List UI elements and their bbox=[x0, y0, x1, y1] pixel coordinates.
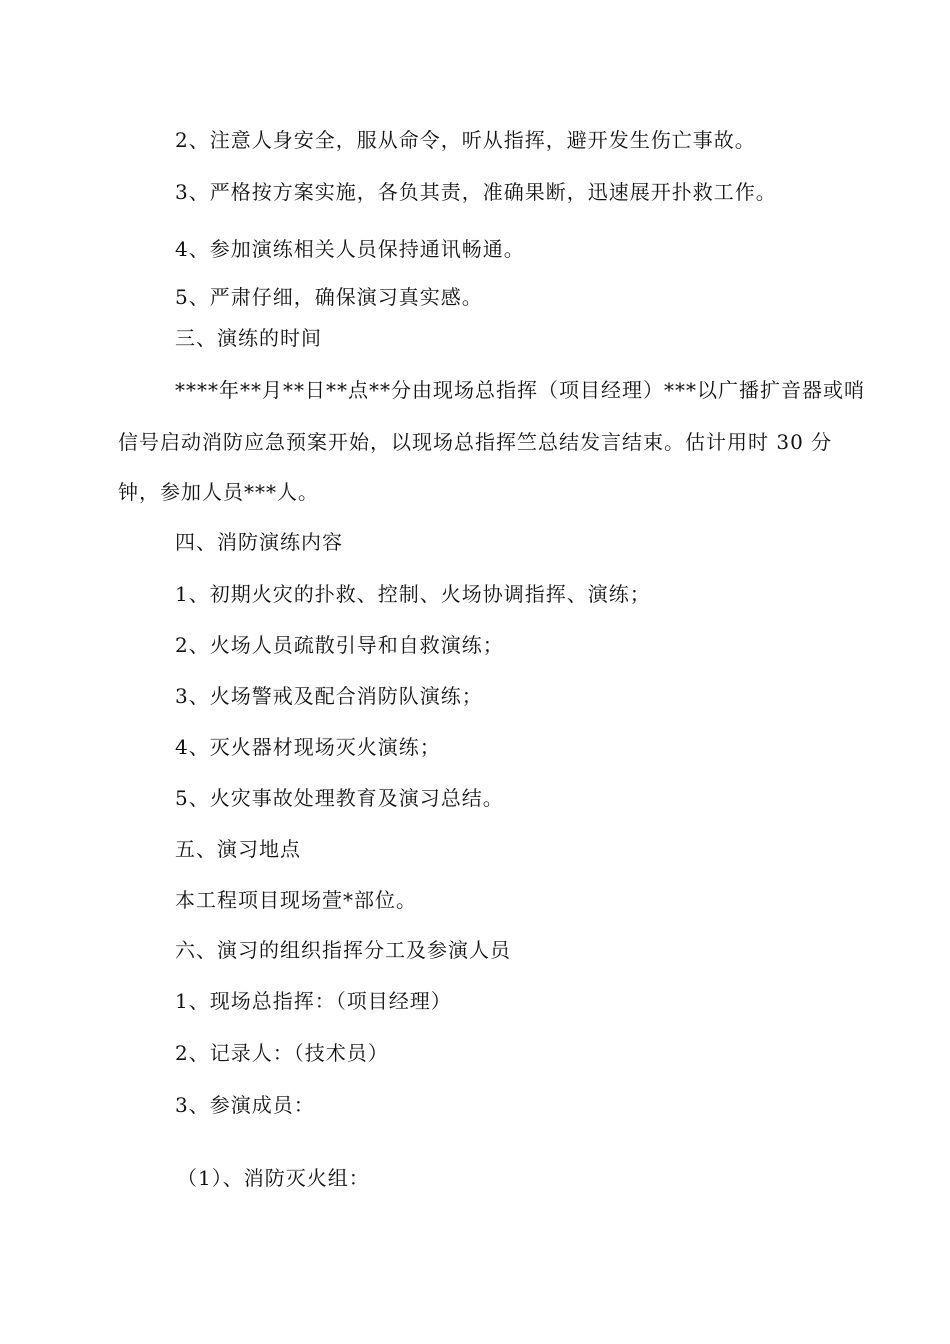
content-item-2: 2、火场人员疏散引导和自救演练； bbox=[175, 633, 504, 657]
item-safety: 2、注意人身安全，服从命令，听从指挥，避开发生伤亡事故。 bbox=[175, 128, 756, 152]
subitem-fire-fighting-group: （1）、消防灭火组： bbox=[177, 1166, 370, 1190]
content-item-4: 4、灭火器材现场灭火演练； bbox=[175, 735, 441, 759]
content-item-5: 5、火灾事故处理教育及演习总结。 bbox=[175, 786, 504, 810]
paragraph-time-line-2: 信号启动消防应急预案开始，以现场总指挥竺总结发言结束。估计用时 30 分 bbox=[118, 430, 833, 454]
item-communication: 4、参加演练相关人员保持通讯畅通。 bbox=[175, 237, 525, 261]
item-authenticity: 5、严肃仔细，确保演习真实感。 bbox=[175, 285, 483, 309]
location-text: 本工程项目现场萱*部位。 bbox=[175, 888, 417, 912]
organization-item-2: 2、记录人：（技术员） bbox=[175, 1041, 389, 1065]
section-heading-location: 五、演习地点 bbox=[175, 837, 301, 861]
content-item-3: 3、火场警戒及配合消防队演练； bbox=[175, 684, 483, 708]
organization-item-3: 3、参演成员： bbox=[175, 1093, 315, 1117]
paragraph-time-line-1: ****年**月**日**点**分由现场总指挥（项目经理）***以广播扩音器或哨 bbox=[175, 378, 865, 402]
section-heading-organization: 六、演习的组织指挥分工及参演人员 bbox=[175, 938, 511, 962]
organization-item-1: 1、现场总指挥：（项目经理） bbox=[175, 989, 452, 1013]
paragraph-time-line-3: 钟，参加人员***人。 bbox=[118, 480, 319, 504]
section-heading-content: 四、消防演练内容 bbox=[175, 530, 343, 554]
section-heading-time: 三、演练的时间 bbox=[175, 326, 322, 350]
item-implement-plan: 3、严格按方案实施，各负其责，准确果断，迅速展开扑救工作。 bbox=[175, 180, 777, 204]
content-item-1: 1、初期火灾的扑救、控制、火场协调指挥、演练； bbox=[175, 582, 651, 606]
